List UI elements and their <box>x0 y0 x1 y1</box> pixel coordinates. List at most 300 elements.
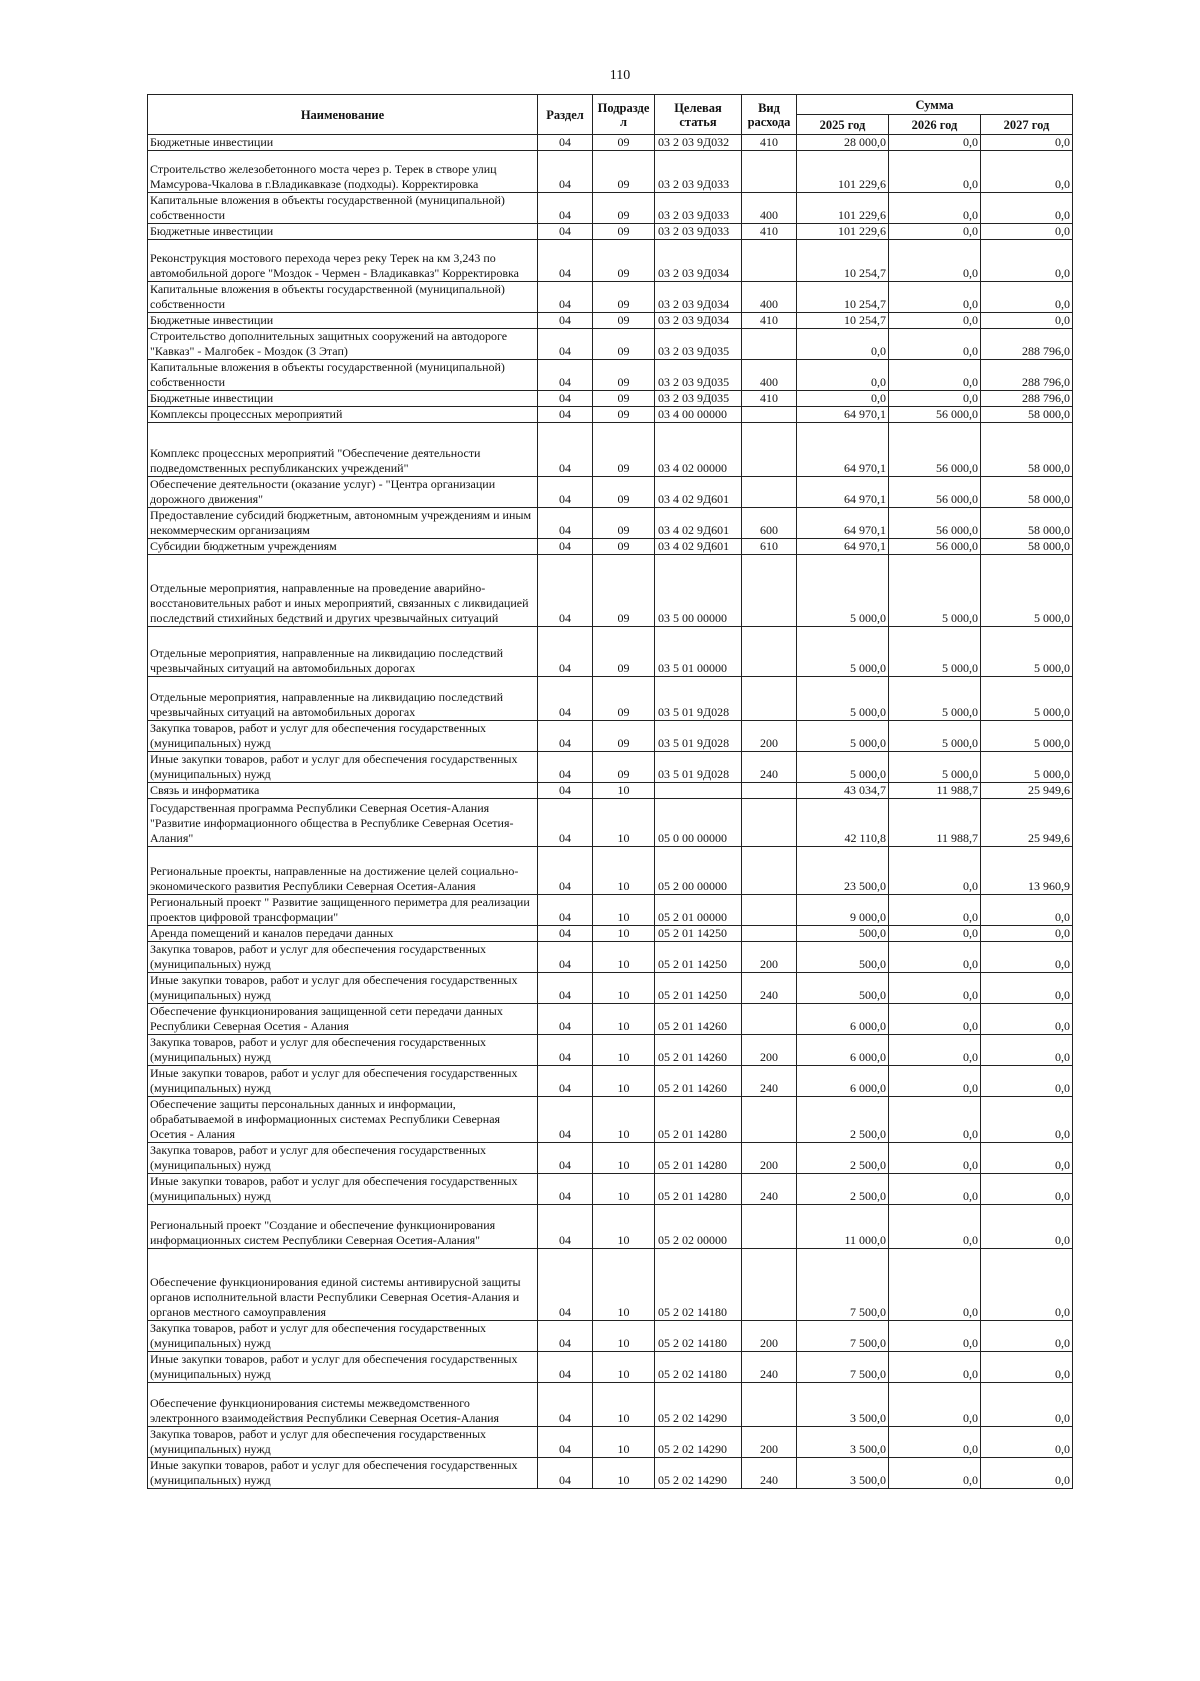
table-cell-podrazdel: 09 <box>593 151 655 193</box>
table-cell-name: Бюджетные инвестиции <box>148 313 538 329</box>
table-cell-2026: 0,0 <box>889 1143 981 1174</box>
table-row <box>148 555 1073 627</box>
table-cell-celevaya: 03 2 03 9Д035 <box>655 329 742 360</box>
table-cell-name: Обеспечение функционирования единой системы антивирусной защиты органов исполнительной власти Республики Северная Осетия-Алания и органов местного самоуправления <box>148 1249 538 1321</box>
table-cell-vid: 200 <box>742 1143 797 1174</box>
table-cell-name: Отдельные мероприятия, направленные на ликвидацию последствий чрезвычайных ситуаций на автомобильных дорогах <box>148 677 538 721</box>
table-cell-name: Капитальные вложения в объекты государственной (муниципальной) собственности <box>148 193 538 224</box>
table-cell-2026: 0,0 <box>889 926 981 942</box>
table-cell-razdel: 04 <box>538 1174 593 1205</box>
table-cell-2025: 10 254,7 <box>797 282 889 313</box>
table-cell-2025: 64 970,1 <box>797 477 889 508</box>
table-cell-celevaya: 05 2 01 00000 <box>655 895 742 926</box>
table-cell-2026: 0,0 <box>889 895 981 926</box>
table-cell-celevaya: 03 2 03 9Д034 <box>655 282 742 313</box>
table-cell-podrazdel: 09 <box>593 752 655 783</box>
table-cell-name: Реконструкция мостового перехода через реку Терек на км 3,243 по автомобильной дороге "Моздок - Чермен - Владикавказ" Корректировка <box>148 240 538 282</box>
table-cell-razdel: 04 <box>538 224 593 240</box>
table-cell-razdel: 04 <box>538 423 593 477</box>
table-cell-2027: 58 000,0 <box>981 508 1073 539</box>
table-cell-razdel: 04 <box>538 282 593 313</box>
table-cell-2027: 0,0 <box>981 1097 1073 1143</box>
table-cell-razdel: 04 <box>538 508 593 539</box>
table-cell-2025: 10 254,7 <box>797 240 889 282</box>
table-cell-celevaya: 03 5 01 00000 <box>655 627 742 677</box>
table-cell-2027: 0,0 <box>981 1427 1073 1458</box>
table-cell-podrazdel: 10 <box>593 847 655 895</box>
table-row <box>148 1066 1073 1097</box>
table-cell-2027: 58 000,0 <box>981 423 1073 477</box>
table-cell-2025: 0,0 <box>797 329 889 360</box>
table-row <box>148 1174 1073 1205</box>
table-cell-razdel: 04 <box>538 627 593 677</box>
table-cell-razdel: 04 <box>538 407 593 423</box>
table-row <box>148 508 1073 539</box>
table-cell-name: Бюджетные инвестиции <box>148 135 538 151</box>
table-cell-2027: 0,0 <box>981 1066 1073 1097</box>
table-cell-podrazdel: 09 <box>593 677 655 721</box>
table-cell-2026: 0,0 <box>889 224 981 240</box>
table-row <box>148 721 1073 752</box>
table-cell-name: Закупка товаров, работ и услуг для обеспечения государственных (муниципальных) нужд <box>148 1321 538 1352</box>
table-cell-2027: 288 796,0 <box>981 360 1073 391</box>
table-cell-vid: 610 <box>742 539 797 555</box>
table-cell-2027: 0,0 <box>981 151 1073 193</box>
table-cell-name: Иные закупки товаров, работ и услуг для обеспечения государственных (муниципальных) нужд <box>148 973 538 1004</box>
table-cell-2026: 0,0 <box>889 151 981 193</box>
table-cell-podrazdel: 09 <box>593 627 655 677</box>
table-cell-name: Обеспечение деятельности (оказание услуг) - "Центра организации дорожного движения" <box>148 477 538 508</box>
table-row <box>148 1321 1073 1352</box>
table-cell-podrazdel: 09 <box>593 423 655 477</box>
table-cell-vid <box>742 555 797 627</box>
table-cell-2025: 2 500,0 <box>797 1174 889 1205</box>
table-cell-2025: 28 000,0 <box>797 135 889 151</box>
table-cell-2027: 0,0 <box>981 193 1073 224</box>
header-2026: 2026 год <box>889 115 981 135</box>
table-cell-2027: 0,0 <box>981 282 1073 313</box>
table-cell-podrazdel: 09 <box>593 555 655 627</box>
table-cell-vid <box>742 240 797 282</box>
table-cell-celevaya: 05 2 01 14250 <box>655 942 742 973</box>
table-cell-2027: 0,0 <box>981 1249 1073 1321</box>
table-cell-celevaya: 03 4 02 00000 <box>655 423 742 477</box>
table-cell-razdel: 04 <box>538 721 593 752</box>
table-cell-celevaya: 05 2 02 14180 <box>655 1321 742 1352</box>
header-2025: 2025 год <box>797 115 889 135</box>
table-cell-celevaya: 03 5 00 00000 <box>655 555 742 627</box>
table-cell-vid: 240 <box>742 1174 797 1205</box>
table-cell-podrazdel: 10 <box>593 1427 655 1458</box>
table-cell-razdel: 04 <box>538 799 593 847</box>
header-2027: 2027 год <box>981 115 1073 135</box>
table-cell-2025: 5 000,0 <box>797 752 889 783</box>
table-cell-podrazdel: 10 <box>593 1458 655 1489</box>
table-cell-razdel: 04 <box>538 1458 593 1489</box>
table-cell-2026: 0,0 <box>889 135 981 151</box>
table-cell-2026: 0,0 <box>889 1066 981 1097</box>
table-row <box>148 627 1073 677</box>
table-cell-2027: 0,0 <box>981 1383 1073 1427</box>
page-number: 110 <box>609 68 631 83</box>
table-cell-name: Иные закупки товаров, работ и услуг для обеспечения государственных (муниципальных) нужд <box>148 752 538 783</box>
table-cell-vid <box>742 847 797 895</box>
table-cell-vid: 240 <box>742 1458 797 1489</box>
table-cell-podrazdel: 09 <box>593 313 655 329</box>
table-cell-vid: 240 <box>742 973 797 1004</box>
table-row <box>148 1427 1073 1458</box>
table-cell-2027: 0,0 <box>981 1205 1073 1249</box>
table-cell-name: Бюджетные инвестиции <box>148 391 538 407</box>
table-cell-podrazdel: 09 <box>593 240 655 282</box>
table-cell-2027: 58 000,0 <box>981 477 1073 508</box>
table-cell-podrazdel: 09 <box>593 477 655 508</box>
table-cell-2027: 0,0 <box>981 135 1073 151</box>
table-cell-celevaya: 03 4 00 00000 <box>655 407 742 423</box>
table-cell-vid: 200 <box>742 942 797 973</box>
table-row <box>148 895 1073 926</box>
table-cell-celevaya: 03 2 03 9Д033 <box>655 224 742 240</box>
table-cell-2027: 0,0 <box>981 1321 1073 1352</box>
table-cell-2026: 0,0 <box>889 973 981 1004</box>
table-cell-name: Отдельные мероприятия, направленные на проведение аварийно-восстановительных работ и иных мероприятий, связанных с ликвидацией последствий стихийных бедствий и других чрезвычайных ситуаций <box>148 555 538 627</box>
table-cell-vid: 600 <box>742 508 797 539</box>
table-cell-name: Обеспечение защиты персональных данных и информации, обрабатываемой в информационных системах Республики Северная Осетия - Алания <box>148 1097 538 1143</box>
table-cell-2026: 5 000,0 <box>889 627 981 677</box>
table-cell-2025: 43 034,7 <box>797 783 889 799</box>
table-cell-podrazdel: 09 <box>593 224 655 240</box>
table-cell-name: Закупка товаров, работ и услуг для обеспечения государственных (муниципальных) нужд <box>148 1427 538 1458</box>
table-cell-2026: 0,0 <box>889 240 981 282</box>
table-row <box>148 1143 1073 1174</box>
table-cell-podrazdel: 09 <box>593 329 655 360</box>
table-cell-celevaya: 03 2 03 9Д034 <box>655 240 742 282</box>
table-cell-celevaya: 03 4 02 9Д601 <box>655 508 742 539</box>
table-row <box>148 799 1073 847</box>
table-cell-celevaya: 05 0 00 00000 <box>655 799 742 847</box>
table-cell-podrazdel: 10 <box>593 1143 655 1174</box>
table-cell-celevaya: 03 2 03 9Д033 <box>655 151 742 193</box>
table-cell-2027: 0,0 <box>981 1004 1073 1035</box>
table-cell-podrazdel: 09 <box>593 721 655 752</box>
table-cell-celevaya: 05 2 01 14260 <box>655 1035 742 1066</box>
table-row <box>148 1205 1073 1249</box>
table-cell-celevaya: 05 2 01 14280 <box>655 1097 742 1143</box>
header-name: Наименование <box>148 95 538 135</box>
table-cell-celevaya: 03 4 02 9Д601 <box>655 477 742 508</box>
table-cell-2025: 2 500,0 <box>797 1097 889 1143</box>
table-cell-razdel: 04 <box>538 926 593 942</box>
table-cell-celevaya: 03 5 01 9Д028 <box>655 677 742 721</box>
table-cell-2027: 288 796,0 <box>981 391 1073 407</box>
table-cell-vid: 200 <box>742 1035 797 1066</box>
table-cell-2025: 3 500,0 <box>797 1458 889 1489</box>
table-cell-razdel: 04 <box>538 677 593 721</box>
table-cell-2027: 0,0 <box>981 942 1073 973</box>
table-cell-2026: 0,0 <box>889 1383 981 1427</box>
table-cell-2025: 5 000,0 <box>797 555 889 627</box>
table-row <box>148 423 1073 477</box>
table-cell-2026: 5 000,0 <box>889 721 981 752</box>
table-row <box>148 391 1073 407</box>
table-cell-vid <box>742 423 797 477</box>
table-cell-2027: 0,0 <box>981 1143 1073 1174</box>
table-cell-vid <box>742 1205 797 1249</box>
table-cell-podrazdel: 10 <box>593 1097 655 1143</box>
table-cell-2027: 5 000,0 <box>981 752 1073 783</box>
table-cell-name: Закупка товаров, работ и услуг для обеспечения государственных (муниципальных) нужд <box>148 1035 538 1066</box>
table-header <box>148 95 1073 135</box>
table-cell-vid: 410 <box>742 135 797 151</box>
table-cell-razdel: 04 <box>538 1097 593 1143</box>
table-cell-name: Обеспечение функционирования защищенной сети передачи данных Республики Северная Осетия - Алания <box>148 1004 538 1035</box>
table-cell-name: Строительство железобетонного моста через р. Терек в створе улиц Мамсурова-Чкалова в г.Владикавказе (подходы). Корректировка <box>148 151 538 193</box>
table-cell-name: Капитальные вложения в объекты государственной (муниципальной) собственности <box>148 360 538 391</box>
table-cell-2027: 25 949,6 <box>981 799 1073 847</box>
table-cell-razdel: 04 <box>538 752 593 783</box>
table-cell-podrazdel: 10 <box>593 1035 655 1066</box>
table-cell-celevaya: 05 2 02 14290 <box>655 1458 742 1489</box>
table-cell-vid: 400 <box>742 360 797 391</box>
table-cell-name: Отдельные мероприятия, направленные на ликвидацию последствий чрезвычайных ситуаций на автомобильных дорогах <box>148 627 538 677</box>
table-cell-vid: 410 <box>742 224 797 240</box>
header-summa: Сумма <box>797 95 1073 115</box>
table-cell-razdel: 04 <box>538 1143 593 1174</box>
table-cell-name: Иные закупки товаров, работ и услуг для обеспечения государственных (муниципальных) нужд <box>148 1066 538 1097</box>
table-row <box>148 1249 1073 1321</box>
table-cell-razdel: 04 <box>538 783 593 799</box>
table-cell-vid <box>742 407 797 423</box>
table-cell-name: Иные закупки товаров, работ и услуг для обеспечения государственных (муниципальных) нужд <box>148 1458 538 1489</box>
table-cell-2027: 288 796,0 <box>981 329 1073 360</box>
table-cell-2025: 6 000,0 <box>797 1035 889 1066</box>
table-cell-2025: 101 229,6 <box>797 151 889 193</box>
table-cell-name: Региональные проекты, направленные на достижение целей социально-экономического развития Республики Северная Осетия-Алания <box>148 847 538 895</box>
table-cell-razdel: 04 <box>538 1352 593 1383</box>
table-cell-2025: 9 000,0 <box>797 895 889 926</box>
table-cell-2025: 64 970,1 <box>797 407 889 423</box>
table-cell-name: Комплекс процессных мероприятий "Обеспечение деятельности подведомственных республиканских учреждений" <box>148 423 538 477</box>
table-cell-2027: 5 000,0 <box>981 627 1073 677</box>
table-cell-2026: 0,0 <box>889 391 981 407</box>
table-cell-vid <box>742 329 797 360</box>
table-row <box>148 677 1073 721</box>
table-cell-2027: 5 000,0 <box>981 555 1073 627</box>
table-cell-celevaya: 03 2 03 9Д034 <box>655 313 742 329</box>
table-cell-vid: 410 <box>742 391 797 407</box>
table-cell-vid <box>742 477 797 508</box>
table-cell-vid: 200 <box>742 1427 797 1458</box>
table-cell-podrazdel: 09 <box>593 539 655 555</box>
table-cell-razdel: 04 <box>538 360 593 391</box>
table-cell-razdel: 04 <box>538 973 593 1004</box>
table-cell-2025: 11 000,0 <box>797 1205 889 1249</box>
table-cell-name: Аренда помещений и каналов передачи данных <box>148 926 538 942</box>
table-cell-2027: 0,0 <box>981 1035 1073 1066</box>
table-cell-2025: 0,0 <box>797 391 889 407</box>
table-row <box>148 1004 1073 1035</box>
table-cell-podrazdel: 10 <box>593 926 655 942</box>
table-row <box>148 329 1073 360</box>
header-razdel: Раздел <box>538 95 593 135</box>
table-cell-vid <box>742 783 797 799</box>
table-cell-vid: 240 <box>742 752 797 783</box>
table-cell-razdel: 04 <box>538 135 593 151</box>
table-cell-podrazdel: 10 <box>593 783 655 799</box>
table-cell-2026: 0,0 <box>889 282 981 313</box>
table-cell-2027: 13 960,9 <box>981 847 1073 895</box>
table-cell-2027: 5 000,0 <box>981 721 1073 752</box>
table-cell-2026: 0,0 <box>889 329 981 360</box>
table-cell-2025: 101 229,6 <box>797 224 889 240</box>
table-cell-name: Закупка товаров, работ и услуг для обеспечения государственных (муниципальных) нужд <box>148 942 538 973</box>
table-cell-2026: 0,0 <box>889 1321 981 1352</box>
table-cell-razdel: 04 <box>538 1205 593 1249</box>
table-cell-podrazdel: 10 <box>593 895 655 926</box>
table-cell-2026: 0,0 <box>889 1174 981 1205</box>
table-cell-celevaya: 05 2 01 14260 <box>655 1066 742 1097</box>
table-cell-2025: 64 970,1 <box>797 423 889 477</box>
table-cell-razdel: 04 <box>538 1427 593 1458</box>
table-cell-podrazdel: 10 <box>593 1174 655 1205</box>
table-cell-razdel: 04 <box>538 477 593 508</box>
table-row <box>148 151 1073 193</box>
table-cell-2027: 0,0 <box>981 313 1073 329</box>
table-row <box>148 224 1073 240</box>
table-cell-celevaya: 03 2 03 9Д035 <box>655 391 742 407</box>
table-cell-2025: 5 000,0 <box>797 627 889 677</box>
table-cell-celevaya: 05 2 02 14180 <box>655 1352 742 1383</box>
table-cell-vid <box>742 1004 797 1035</box>
table-cell-2025: 2 500,0 <box>797 1143 889 1174</box>
table-cell-celevaya: 05 2 00 00000 <box>655 847 742 895</box>
table-cell-2025: 101 229,6 <box>797 193 889 224</box>
table-cell-2026: 0,0 <box>889 1097 981 1143</box>
table-cell-vid <box>742 1383 797 1427</box>
table-cell-vid: 410 <box>742 313 797 329</box>
table-cell-2026: 0,0 <box>889 1352 981 1383</box>
table-cell-vid <box>742 926 797 942</box>
table-cell-vid: 240 <box>742 1352 797 1383</box>
table-cell-2026: 0,0 <box>889 193 981 224</box>
table-row <box>148 942 1073 973</box>
table-cell-2027: 0,0 <box>981 926 1073 942</box>
table-row <box>148 282 1073 313</box>
table-cell-celevaya: 03 2 03 9Д033 <box>655 193 742 224</box>
table-cell-celevaya: 05 2 01 14260 <box>655 1004 742 1035</box>
table-cell-podrazdel: 10 <box>593 1321 655 1352</box>
table-row <box>148 407 1073 423</box>
table-cell-name: Региональный проект "Создание и обеспечение функционирования информационных систем Республики Северная Осетия-Алания" <box>148 1205 538 1249</box>
table-cell-2025: 500,0 <box>797 942 889 973</box>
table-row <box>148 135 1073 151</box>
table-cell-razdel: 04 <box>538 313 593 329</box>
table-body <box>148 135 1073 1489</box>
table-cell-name: Иные закупки товаров, работ и услуг для обеспечения государственных (муниципальных) нужд <box>148 1352 538 1383</box>
table-row <box>148 1097 1073 1143</box>
table-cell-2025: 5 000,0 <box>797 721 889 752</box>
table-cell-celevaya: 05 2 01 14250 <box>655 926 742 942</box>
table-cell-2025: 6 000,0 <box>797 1004 889 1035</box>
table-cell-2026: 56 000,0 <box>889 477 981 508</box>
table-cell-2025: 0,0 <box>797 360 889 391</box>
table-cell-razdel: 04 <box>538 847 593 895</box>
table-row <box>148 240 1073 282</box>
table-row <box>148 1352 1073 1383</box>
table-cell-vid: 400 <box>742 282 797 313</box>
table-cell-podrazdel: 09 <box>593 391 655 407</box>
table-cell-celevaya: 05 2 01 14250 <box>655 973 742 1004</box>
table-cell-2025: 500,0 <box>797 926 889 942</box>
table-cell-celevaya: 05 2 02 14180 <box>655 1249 742 1321</box>
table-cell-vid <box>742 677 797 721</box>
table-cell-razdel: 04 <box>538 240 593 282</box>
table-cell-2026: 0,0 <box>889 313 981 329</box>
table-row <box>148 477 1073 508</box>
table-cell-celevaya: 05 2 02 00000 <box>655 1205 742 1249</box>
table-cell-podrazdel: 10 <box>593 973 655 1004</box>
table-cell-podrazdel: 09 <box>593 407 655 423</box>
table-cell-celevaya: 03 2 03 9Д032 <box>655 135 742 151</box>
table-cell-name: Субсидии бюджетным учреждениям <box>148 539 538 555</box>
table-cell-vid: 240 <box>742 1066 797 1097</box>
table-cell-2025: 64 970,1 <box>797 508 889 539</box>
table-cell-razdel: 04 <box>538 539 593 555</box>
table-row <box>148 752 1073 783</box>
table-cell-podrazdel: 09 <box>593 135 655 151</box>
table-cell-2026: 0,0 <box>889 1249 981 1321</box>
table-cell-celevaya: 03 5 01 9Д028 <box>655 752 742 783</box>
table-cell-name: Обеспечение функционирования системы межведомственного электронного взаимодействия Республики Северная Осетия-Алания <box>148 1383 538 1427</box>
table-cell-2025: 5 000,0 <box>797 677 889 721</box>
table-cell-2027: 0,0 <box>981 224 1073 240</box>
table-cell-2026: 56 000,0 <box>889 423 981 477</box>
table-cell-name: Иные закупки товаров, работ и услуг для обеспечения государственных (муниципальных) нужд <box>148 1174 538 1205</box>
table-cell-razdel: 04 <box>538 555 593 627</box>
table-cell-celevaya: 05 2 01 14280 <box>655 1174 742 1205</box>
table-cell-celevaya <box>655 783 742 799</box>
table-cell-vid <box>742 627 797 677</box>
table-cell-2026: 5 000,0 <box>889 677 981 721</box>
table-cell-2026: 0,0 <box>889 847 981 895</box>
table-cell-2025: 3 500,0 <box>797 1427 889 1458</box>
table-cell-razdel: 04 <box>538 391 593 407</box>
table-cell-2026: 56 000,0 <box>889 407 981 423</box>
table-cell-podrazdel: 10 <box>593 1383 655 1427</box>
table-cell-name: Региональный проект " Развитие защищенного периметра для реализации проектов цифровой трансформации" <box>148 895 538 926</box>
table-row <box>148 1035 1073 1066</box>
table-cell-2026: 0,0 <box>889 1427 981 1458</box>
table-row <box>148 783 1073 799</box>
table-cell-name: Связь и информатика <box>148 783 538 799</box>
table-cell-2025: 23 500,0 <box>797 847 889 895</box>
table-cell-2027: 0,0 <box>981 1458 1073 1489</box>
table-cell-vid <box>742 895 797 926</box>
table-cell-name: Закупка товаров, работ и услуг для обеспечения государственных (муниципальных) нужд <box>148 1143 538 1174</box>
header-celevaya: Целевая статья <box>655 95 742 135</box>
header-podrazdel: Подразде л <box>593 95 655 135</box>
table-cell-2025: 42 110,8 <box>797 799 889 847</box>
table-cell-razdel: 04 <box>538 1249 593 1321</box>
table-cell-name: Капитальные вложения в объекты государственной (муниципальной) собственности <box>148 282 538 313</box>
table-cell-vid <box>742 1097 797 1143</box>
table-row <box>148 313 1073 329</box>
table-cell-2027: 25 949,6 <box>981 783 1073 799</box>
table-cell-2025: 6 000,0 <box>797 1066 889 1097</box>
table-cell-podrazdel: 10 <box>593 799 655 847</box>
table-cell-vid: 400 <box>742 193 797 224</box>
table-cell-name: Комплексы процессных мероприятий <box>148 407 538 423</box>
